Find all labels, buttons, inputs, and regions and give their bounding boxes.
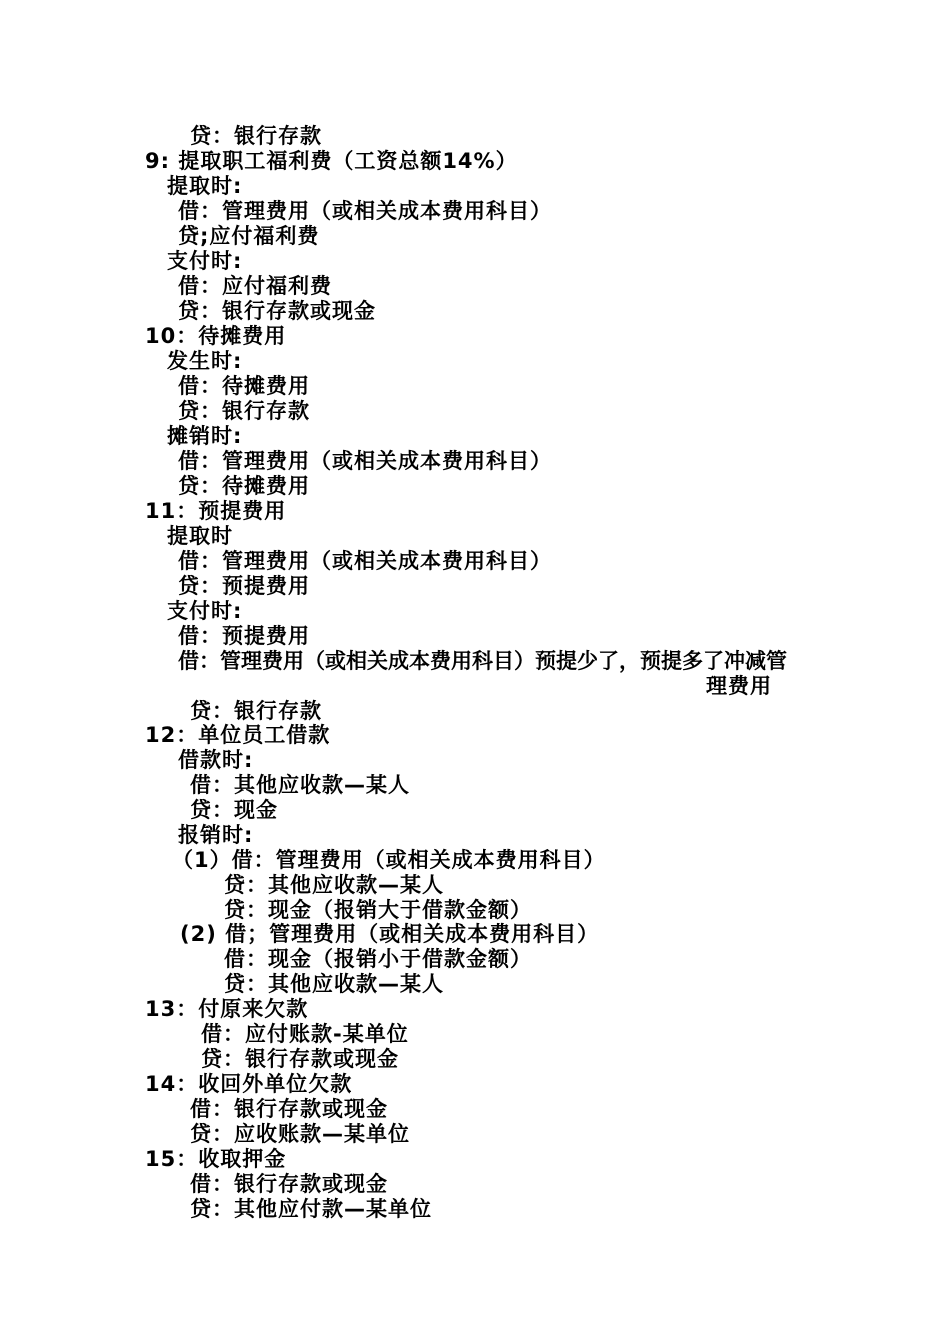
text-line: 提取时: (167, 174, 243, 198)
text-line: 借：管理费用（或相关成本费用科目） (178, 549, 552, 573)
text-line: 贷：银行存款或现金 (201, 1047, 399, 1071)
section-heading-13: 13：付原来欠款 (145, 997, 309, 1021)
text-line: 借款时: (178, 748, 254, 772)
text-line: 借：管理费用（或相关成本费用科目） (178, 199, 552, 223)
text-line: 贷：银行存款或现金 (178, 299, 376, 323)
text-line: 发生时: (167, 349, 243, 373)
section-heading-10: 10：待摊费用 (145, 324, 287, 348)
text-line: 贷;应付福利费 (178, 224, 320, 248)
text-line: 报销时: (178, 823, 254, 847)
text-line: 支付时: (167, 599, 243, 623)
text-line: 贷：其他应付款—某单位 (190, 1197, 432, 1221)
text-line: 贷：现金（报销大于借款金额） (224, 898, 532, 922)
text-line: 借：预提费用 (178, 624, 310, 648)
text-line: （1）借：管理费用（或相关成本费用科目） (172, 848, 606, 872)
text-line: 支付时: (167, 249, 243, 273)
text-line: 贷：预提费用 (178, 574, 310, 598)
text-line: 借：银行存款或现金 (190, 1097, 388, 1121)
text-line: 借：其他应收款—某人 (190, 773, 410, 797)
section-heading-14: 14：收回外单位欠款 (145, 1072, 353, 1096)
text-line: 贷：其他应收款—某人 (224, 873, 444, 897)
section-heading-9: 9: 提取职工福利费（工资总额14%） (145, 149, 518, 173)
text-line: 贷：现金 (190, 798, 278, 822)
section-heading-11: 11：预提费用 (145, 499, 287, 523)
text-line: 贷：待摊费用 (178, 474, 310, 498)
text-line: 借：管理费用（或相关成本费用科目） (178, 449, 552, 473)
section-heading-15: 15：收取押金 (145, 1147, 287, 1171)
text-line: 借：应付福利费 (178, 274, 332, 298)
text-line: 摊销时: (167, 424, 243, 448)
text-line: 理费用 (706, 674, 772, 698)
text-line: 借：现金（报销小于借款金额） (224, 947, 532, 971)
section-heading-12: 12：单位员工借款 (145, 723, 331, 747)
text-line: 借：管理费用（或相关成本费用科目）预提少了，预提多了冲减管 (178, 649, 787, 673)
text-line: 贷：应收账款—某单位 (190, 1122, 410, 1146)
text-line: 提取时 (167, 524, 233, 548)
text-line: 借：待摊费用 (178, 374, 310, 398)
text-line: (2) 借；管理费用（或相关成本费用科目） (180, 922, 600, 946)
text-line: 贷：银行存款 (178, 399, 310, 423)
text-line: 借：银行存款或现金 (190, 1172, 388, 1196)
text-line: 借：应付账款-某单位 (201, 1022, 409, 1046)
text-line: 贷：其他应收款—某人 (224, 972, 444, 996)
text-line: 贷：银行存款 (190, 699, 322, 723)
text-line: 贷：银行存款 (190, 124, 322, 148)
